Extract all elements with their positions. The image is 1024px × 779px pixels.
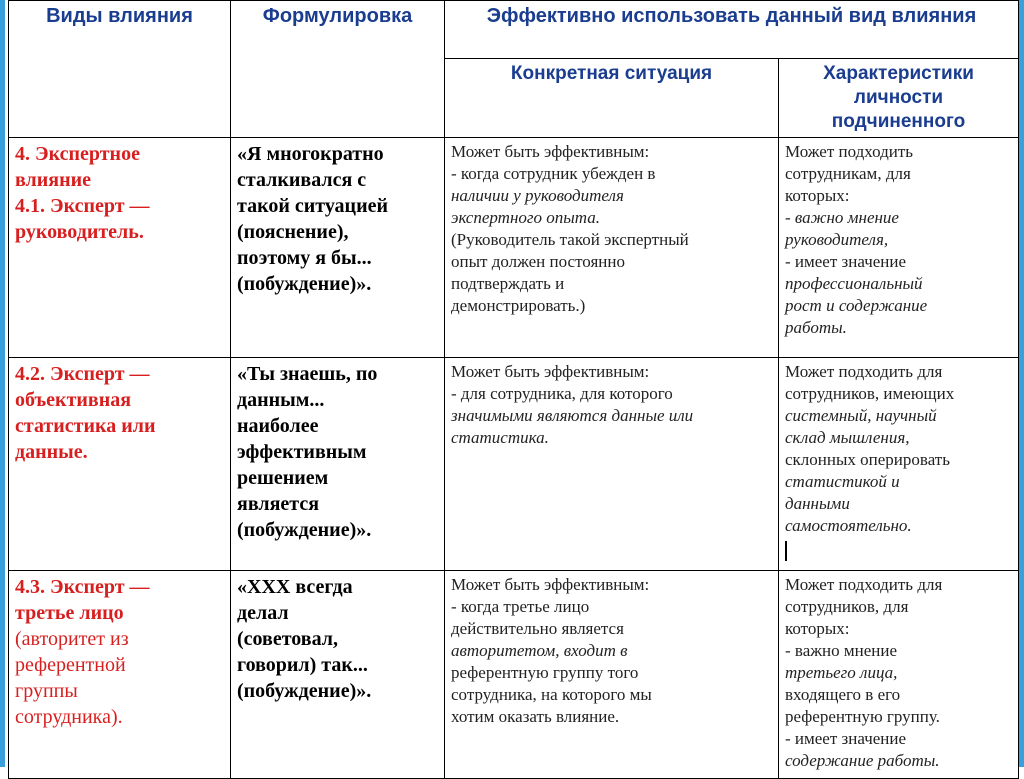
situation-line: - когда сотрудник убежден в — [451, 164, 656, 183]
type-line: референтной — [15, 654, 126, 676]
row3-phrase — [231, 571, 445, 779]
type-line: влияние — [15, 169, 92, 191]
situation-line: экспертного опыта. — [451, 208, 601, 227]
header-situation: Конкретная ситуация — [445, 59, 779, 138]
situation-line: статистика. — [451, 428, 549, 447]
row1-situation — [445, 138, 779, 358]
type-line: 4. Экспертное — [15, 143, 140, 165]
left-edge-bar — [0, 0, 5, 767]
personality-line: данными — [785, 494, 850, 513]
personality-line: - имеет значение — [785, 729, 907, 748]
personality-line: которых: — [785, 619, 850, 638]
personality-line: руководителя, — [785, 230, 889, 249]
situation-line: демонстрировать.) — [451, 296, 586, 315]
right-edge-bar — [1019, 0, 1024, 767]
phrase-line: говорил) так... — [237, 654, 368, 676]
header-personality: Характеристики личности подчиненного — [779, 59, 1019, 138]
personality-line: референтную группу. — [785, 707, 940, 726]
type-line: сотрудника). — [15, 706, 123, 728]
header-phrase: Формулировка — [231, 1, 445, 138]
row2-type — [9, 358, 231, 571]
row2-phrase — [231, 358, 445, 571]
situation-line: - когда третье лицо — [451, 597, 590, 616]
phrase-line: такой ситуацией — [237, 195, 388, 217]
personality-line: Может подходить для — [785, 362, 943, 381]
situation-line: авторитетом, входит в — [451, 641, 628, 660]
phrase-line: наиболее — [237, 415, 319, 437]
row2-situation — [445, 358, 779, 571]
personality-line: системный, научный — [785, 406, 937, 425]
phrase-line: делал — [237, 602, 289, 624]
personality-line: рост и содержание — [785, 296, 928, 315]
phrase-line: поэтому я бы... — [237, 247, 372, 269]
phrase-line: (побуждение)». — [237, 273, 372, 295]
situation-line: Может быть эффективным: — [451, 142, 650, 161]
personality-line: входящего в его — [785, 685, 901, 704]
row3-personality — [779, 571, 1019, 779]
header-effective-use: Эффективно использовать данный вид влияния — [445, 1, 1019, 59]
personality-line: которых: — [785, 186, 850, 205]
type-line: 4.2. Эксперт — — [15, 363, 150, 385]
situation-line: Может быть эффективным: — [451, 362, 650, 381]
row3-type — [9, 571, 231, 779]
phrase-line: (пояснение), — [237, 221, 349, 243]
phrase-line: «XXX всегда — [237, 576, 353, 598]
row3-situation — [445, 571, 779, 779]
type-line: статистика или — [15, 415, 156, 437]
type-line: объективная — [15, 389, 132, 411]
header-types: Виды влияния — [9, 1, 231, 138]
table-row — [9, 571, 1019, 779]
phrase-line: эффективным — [237, 441, 367, 463]
personality-line: - имеет значение — [785, 252, 907, 271]
influence-table — [8, 0, 1019, 779]
phrase-line: решением — [237, 467, 329, 489]
row1-phrase — [231, 138, 445, 358]
table-row — [9, 138, 1019, 358]
type-line: данные. — [15, 441, 88, 463]
personality-line: работы. — [785, 318, 847, 337]
personality-line: Может подходить для — [785, 575, 943, 594]
type-line: руководитель. — [15, 221, 144, 243]
phrase-line: (побуждение)». — [237, 519, 372, 541]
type-line: 4.1. Эксперт — — [15, 195, 150, 217]
personality-line: сотрудников, имеющих — [785, 384, 955, 403]
row2-personality — [779, 358, 1019, 571]
personality-line: склонных оперировать — [785, 450, 950, 469]
personality-line: Может подходить — [785, 142, 914, 161]
personality-line: третьего лица, — [785, 663, 898, 682]
type-line: группы — [15, 680, 78, 702]
text-cursor — [785, 541, 787, 561]
situation-line: подтверждать и — [451, 274, 565, 293]
situation-line: референтную группу того — [451, 663, 639, 682]
personality-line: самостоятельно. — [785, 516, 912, 535]
personality-line: содержание работы. — [785, 751, 940, 770]
situation-line: действительно является — [451, 619, 624, 638]
table-row — [9, 358, 1019, 571]
situation-line: опыт должен постоянно — [451, 252, 625, 271]
situation-line: Может быть эффективным: — [451, 575, 650, 594]
personality-line: профессиональный — [785, 274, 923, 293]
phrase-line: сталкивался с — [237, 169, 367, 191]
row1-personality — [779, 138, 1019, 358]
situation-line: хотим оказать влияние. — [451, 707, 620, 726]
type-line: третье лицо — [15, 602, 124, 624]
phrase-line: (побуждение)». — [237, 680, 372, 702]
personality-line: статистикой и — [785, 472, 900, 491]
situation-line: сотрудника, на которого мы — [451, 685, 652, 704]
row1-type — [9, 138, 231, 358]
phrase-line: «Я многократно — [237, 143, 384, 165]
type-line: 4.3. Эксперт — — [15, 576, 150, 598]
phrase-line: данным... — [237, 389, 325, 411]
phrase-line: является — [237, 493, 320, 515]
phrase-line: (советовал, — [237, 628, 338, 650]
personality-line: - важно мнение — [785, 641, 897, 660]
personality-line: сотрудников, для — [785, 597, 909, 616]
personality-line: - важно мнение — [785, 208, 899, 227]
personality-line: склад мышления, — [785, 428, 910, 447]
situation-line: значимыми являются данные или — [451, 406, 694, 425]
document-page — [8, 0, 1018, 770]
situation-line: - для сотрудника, для которого — [451, 384, 673, 403]
situation-line: (Руководитель такой экспертный — [451, 230, 689, 249]
phrase-line: «Ты знаешь, по — [237, 363, 378, 385]
personality-line: сотрудникам, для — [785, 164, 911, 183]
type-line: (авторитет из — [15, 628, 129, 650]
situation-line: наличии у руководителя — [451, 186, 624, 205]
